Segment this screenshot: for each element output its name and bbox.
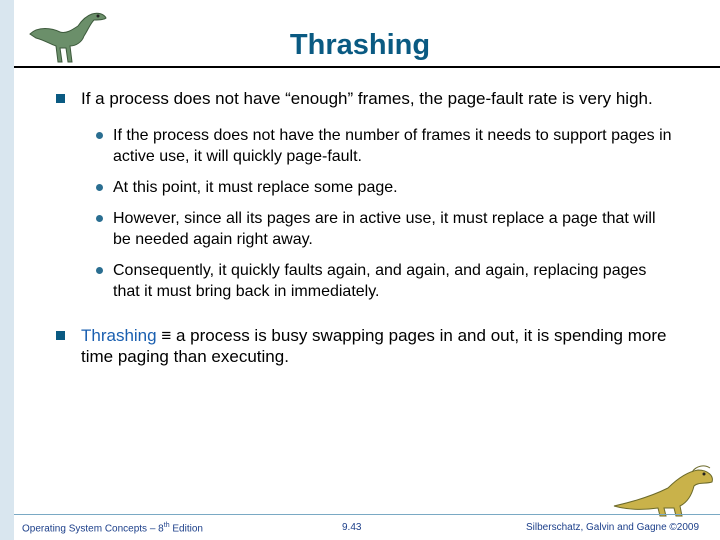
footer-book-prefix: Operating System Concepts – 8	[22, 523, 164, 535]
slide-sidebar	[0, 0, 14, 540]
footer-page-number: 9.43	[342, 522, 362, 533]
definition-symbol: ≡	[161, 326, 172, 345]
slide-title: Thrashing	[289, 29, 431, 61]
definition-term: Thrashing	[81, 326, 157, 345]
footer-book-sup: th	[163, 522, 170, 529]
footer-book	[22, 522, 203, 534]
sub-bullet-text: At this point, it must replace some page.	[113, 179, 398, 196]
square-bullet-icon	[56, 94, 65, 103]
definition-text: a process is busy swapping pages in and out, it is spending more time paging than executing.	[81, 326, 667, 366]
sub-bullet-text: Consequently, it quickly faults again, and again, and again, replacing pages that it must bring back in immediately.	[113, 262, 647, 300]
sub-bullet	[56, 208, 676, 250]
bullet-main	[56, 88, 676, 109]
round-bullet-icon	[96, 267, 103, 274]
footer-divider	[14, 514, 720, 515]
footer-book-suffix: Edition	[169, 523, 203, 535]
round-bullet-icon	[96, 132, 103, 139]
square-bullet-icon	[56, 331, 65, 340]
sub-bullet	[56, 260, 676, 302]
sub-bullet-text: However, since all its pages are in active use, it must replace a page that will be needed again right away.	[113, 210, 656, 248]
sub-bullet	[56, 125, 676, 167]
dinosaur-logo-bottom	[612, 462, 716, 518]
sub-bullet	[56, 177, 676, 198]
footer-copyright: Silberschatz, Galvin and Gagne ©2009	[526, 522, 700, 533]
slide-content	[56, 88, 676, 367]
bullet-definition	[56, 325, 676, 367]
title-divider	[14, 66, 720, 68]
round-bullet-icon	[96, 184, 103, 191]
bullet-main-text: If a process does not have “enough” frames, the page-fault rate is very high.	[81, 89, 653, 108]
round-bullet-icon	[96, 215, 103, 222]
sub-bullet-text: If the process does not have the number of frames it needs to support pages in active use, it will quickly page-fault.	[113, 127, 672, 165]
